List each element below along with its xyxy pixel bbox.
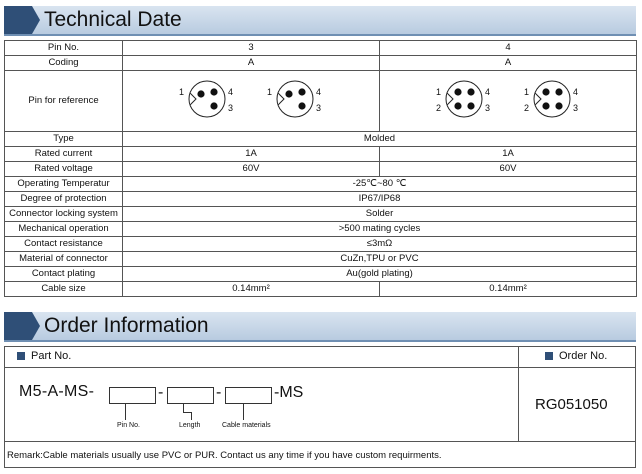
- banner-tab: [4, 6, 32, 34]
- rated-voltage-4: 60V: [380, 162, 637, 177]
- rated-voltage-label: Rated voltage: [5, 162, 123, 177]
- svg-text:1: 1: [524, 86, 530, 97]
- pin-3-female-icon: [264, 79, 326, 119]
- svg-text:3: 3: [485, 102, 491, 113]
- svg-text:4: 4: [228, 86, 234, 97]
- table-row: [5, 56, 637, 71]
- coding-3: A: [123, 56, 380, 71]
- remark-text: Remark:Cable materials usually use PVC or PUR. Contact us any time if you have custom requirments.: [4, 442, 636, 468]
- table-row: [5, 237, 637, 252]
- rated-current-4: 1A: [380, 147, 637, 162]
- svg-text:4: 4: [573, 86, 579, 97]
- table-row: [5, 222, 637, 237]
- svg-text:1: 1: [267, 86, 273, 97]
- resistance-label: Contact resistance: [5, 237, 123, 252]
- banner-arrow: [32, 312, 40, 340]
- table-row: [5, 162, 637, 177]
- material-label: Material of connector: [5, 252, 123, 267]
- technical-date-banner: [4, 6, 636, 34]
- svg-text:3: 3: [316, 102, 322, 113]
- leader-line: [183, 412, 191, 413]
- locking-label: Connector locking system: [5, 207, 123, 222]
- banner-arrow: [32, 6, 40, 34]
- mechanical-label: Mechanical operation: [5, 222, 123, 237]
- coding-4: A: [380, 56, 637, 71]
- table-row: [5, 282, 637, 297]
- svg-text:1: 1: [436, 86, 442, 97]
- pin-4-male-icon: [433, 79, 495, 119]
- leader-line: [183, 404, 184, 412]
- svg-text:3: 3: [228, 102, 234, 113]
- part-dash: -: [158, 384, 164, 401]
- svg-text:2: 2: [436, 102, 442, 113]
- order-header-row: [5, 347, 635, 368]
- resistance-value: ≤3mΩ: [123, 237, 637, 252]
- part-suffix: -MS: [274, 384, 304, 401]
- protection-label: Degree of protection: [5, 192, 123, 207]
- svg-text:1: 1: [179, 86, 185, 97]
- table-row: [5, 252, 637, 267]
- length-caption: Length: [179, 422, 201, 429]
- type-value: Molded: [123, 132, 637, 147]
- order-number: RG051050: [535, 396, 608, 413]
- svg-text:2: 2: [524, 102, 530, 113]
- type-label: Type: [5, 132, 123, 147]
- order-divider: [518, 347, 519, 441]
- cable-4: 0.14mm²: [380, 282, 637, 297]
- table-row: [5, 41, 637, 56]
- plating-label: Contact plating: [5, 267, 123, 282]
- pin-no-box: [109, 387, 156, 404]
- part-prefix: M5-A-MS-: [19, 383, 95, 400]
- svg-text:4: 4: [485, 86, 491, 97]
- cable-materials-caption: Cable materials: [222, 422, 271, 429]
- pin-ref-4: [380, 71, 637, 132]
- table-row: [5, 177, 637, 192]
- material-value: CuZn,TPU or PVC: [123, 252, 637, 267]
- rated-voltage-3: 60V: [123, 162, 380, 177]
- pin-4-female-icon: [521, 79, 583, 119]
- order-box: [4, 346, 636, 442]
- part-no-header: Part No.: [17, 350, 71, 362]
- op-temp-label: Operating Temperatur: [5, 177, 123, 192]
- table-row: [5, 71, 637, 132]
- cable-3: 0.14mm²: [123, 282, 380, 297]
- square-bullet-icon: [17, 352, 25, 360]
- pin-no-3: 3: [123, 41, 380, 56]
- part-dash: -: [216, 384, 222, 401]
- order-information-banner: [4, 312, 636, 340]
- table-row: [5, 207, 637, 222]
- order-no-header: Order No.: [545, 350, 607, 362]
- coding-label: Coding: [5, 56, 123, 71]
- leader-line: [191, 412, 192, 420]
- section-title: Technical Date: [44, 8, 182, 31]
- svg-text:4: 4: [316, 86, 322, 97]
- pin-no-caption: Pin No.: [117, 422, 140, 429]
- pin-3-male-icon: [176, 79, 238, 119]
- table-row: [5, 192, 637, 207]
- mechanical-value: >500 mating cycles: [123, 222, 637, 237]
- banner-tab: [4, 312, 32, 340]
- cable-label: Cable size: [5, 282, 123, 297]
- rated-current-label: Rated current: [5, 147, 123, 162]
- pin-no-label: Pin No.: [5, 41, 123, 56]
- table-row: [5, 147, 637, 162]
- leader-line: [243, 404, 244, 420]
- leader-line: [125, 404, 126, 420]
- locking-value: Solder: [123, 207, 637, 222]
- square-bullet-icon: [545, 352, 553, 360]
- pin-no-4: 4: [380, 41, 637, 56]
- rated-current-3: 1A: [123, 147, 380, 162]
- pin-ref-label: Pin for reference: [5, 71, 123, 132]
- table-row: [5, 132, 637, 147]
- section-title: Order Information: [44, 314, 209, 337]
- pin-ref-3: [123, 71, 380, 132]
- op-temp-value: -25℃~80 ℃: [123, 177, 637, 192]
- table-row: [5, 267, 637, 282]
- cable-material-box: [225, 387, 272, 404]
- protection-value: IP67/IP68: [123, 192, 637, 207]
- length-box: [167, 387, 214, 404]
- svg-text:3: 3: [573, 102, 579, 113]
- spec-table: [4, 40, 637, 297]
- plating-value: Au(gold plating): [123, 267, 637, 282]
